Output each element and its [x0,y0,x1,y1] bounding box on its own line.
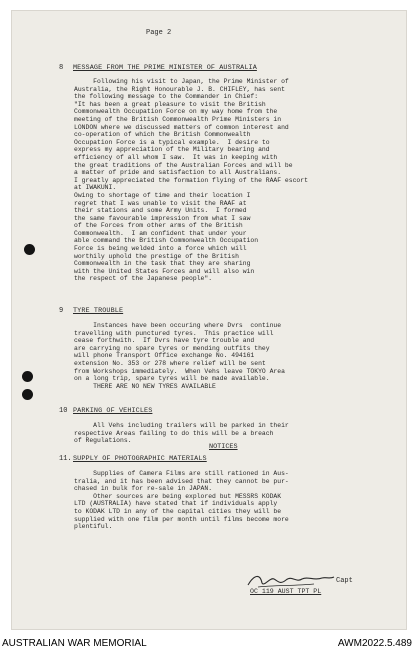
punch-hole [22,389,33,400]
text-line: will phone Transport Office exchange No. 494161 [74,352,255,360]
punch-hole [22,371,33,382]
text-line: the following message to the Commander in Chief: [74,93,259,101]
text-line: their stations and some Army Units. I formed [74,207,247,215]
text-line: at IWAKUNI. [74,184,117,192]
text-line: All Vehs including trailers will be parked in their [74,422,289,429]
text-line: Commonwealth in the task that they are sharing [74,260,251,268]
text-line: Following his visit to Japan, the Prime Minister of [74,78,289,85]
text-line: on a long trip, spare tyres will be made available. [74,375,270,383]
text-line: Occupation Force is a typical example. I desire to [74,138,270,146]
text-line: co-operation of which the British Commonwealth [74,131,251,139]
section-body [74,78,364,283]
section-heading: TYRE TROUBLE [73,307,124,315]
text-line: plentiful. [74,523,113,531]
section-number: 10 [59,407,68,415]
archive-reference: AWM2022.5.489 [337,638,412,649]
text-line: from Workshops immediately. When Vehs leave TOKYO Area [74,367,285,375]
signature-block [244,571,374,601]
section-number: 9 [59,307,64,315]
page-number: Page 2 [146,29,172,37]
text-line: the same favourable impression from what I saw [74,214,251,222]
text-line: Supplies of Camera Films are still rationed in Aus- [74,470,289,477]
notices-heading: NOTICES [209,443,238,451]
section-body [74,422,364,445]
text-line: "It has been a great pleasure to visit the British [74,100,266,108]
text-line: Force is being welded into a force which will [74,245,247,253]
text-line: of Regulations. [74,437,132,445]
text-line: express my appreciation of the Military bearing and [74,146,270,154]
section-heading: PARKING OF VEHICLES [73,407,153,415]
signature-unit: OC 119 AUST TPT PL [250,588,322,595]
text-line: to KODAK LTD in any of the capital cities they will be [74,507,282,515]
text-line: cease forthwith. If Dvrs have tyre trouble and [74,337,255,345]
archive-footer [0,636,415,653]
text-line: a matter of pride and satisfaction to all Australians. [74,169,282,177]
text-line: Instances have been occuring where Dvrs continue [74,322,282,329]
section-number: 11. [59,455,72,463]
text-line: travelling with punctured tyres. This practice will [74,329,274,337]
text-line: Commonwealth Occupation Force on my way home from the [74,108,278,116]
text-line: Other sources are being explored but MESSRS KODAK [74,492,282,500]
text-line: tralia, and it has been advised that they cannot be pur- [74,477,289,485]
text-line: Commonwealth. I am confident that under your [74,229,247,237]
section-heading: MESSAGE FROM THE PRIME MINISTER OF AUSTRALIA [73,64,257,72]
punch-hole [24,244,35,255]
text-line: LONDON where we discussed matters of common interest and [74,123,289,131]
text-line: worthily uphold the prestige of the British [74,252,239,260]
text-line: LTD (AUSTRALIA) have stated that if individuals apply [74,500,278,508]
signature-rank: Capt [336,577,353,585]
text-line: regret that I was unable to visit the RAAF at [74,199,247,207]
text-line: with the United States Forces and will also win [74,267,255,275]
text-line: meeting of the British Commonwealth Prime Ministers in [74,115,282,123]
section-heading: SUPPLY OF PHOTOGRAPHIC MATERIALS [73,455,207,463]
document-body [12,11,406,629]
section-body [74,470,364,531]
text-line: of the Forces from other arms of the British [74,222,243,230]
document-sheet [11,10,407,630]
text-line: THERE ARE NO NEW TYRES AVAILABLE [74,382,216,390]
section-body [74,322,364,390]
text-line: able command the British Commonwealth Occupation [74,237,259,245]
text-line: the respect of the Japanese people". [74,275,213,283]
text-line: supplied with one film per month until films become more [74,515,289,523]
text-line: the great traditions of the Australian Forces and will be [74,161,293,169]
text-line: are carrying no spare tyres or mending outfits they [74,344,270,352]
text-line: chased in bulk for re-sale in JAPAN. [74,485,213,493]
archive-credit: AUSTRALIAN WAR MEMORIAL [2,638,147,649]
text-line: respective Areas failing to do this will be a breach [74,429,274,437]
text-line: efficiency of all whom I saw. It was in keeping with [74,153,278,161]
text-line: I greatly appreciated the formation flying of the RAAF escort [74,176,308,184]
text-line: Owing to shortage of time and their location I [74,191,251,199]
text-line: extension No. 353 or 278 where relief will be sent [74,359,266,367]
section-number: 8 [59,64,64,72]
text-line: Australia, the Right Honourable J. B. CHIFLEY, has sent [74,85,285,93]
